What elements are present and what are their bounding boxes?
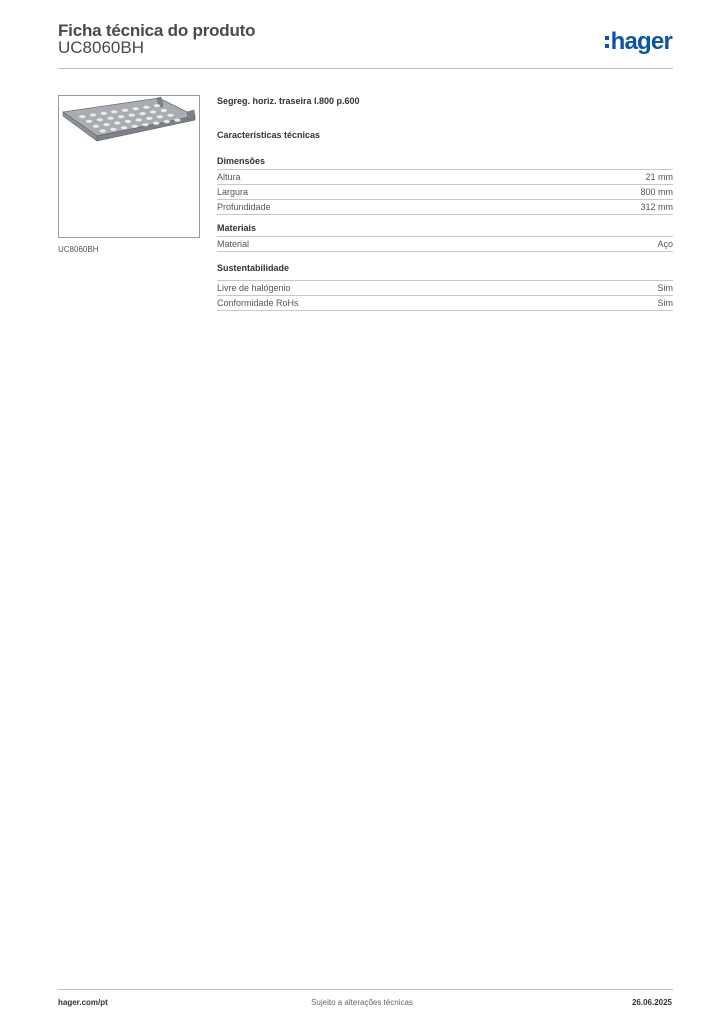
spec-row-height — [217, 170, 673, 185]
spec-group-title: Materiais — [217, 223, 257, 233]
spec-value: Sim — [657, 298, 673, 308]
footer-date: 26.06.2025 — [631, 998, 672, 1007]
tray-hole — [110, 128, 116, 131]
tray-hole — [111, 110, 117, 113]
tray-hole — [122, 109, 128, 112]
spec-value: 21 mm — [645, 172, 673, 182]
spec-label: Livre de halógenio — [217, 283, 291, 293]
tray-hole — [132, 125, 138, 128]
hager-logo[interactable] — [605, 28, 672, 56]
product-reference: UC8060BH — [58, 38, 144, 57]
spec-value: Sim — [657, 283, 673, 293]
tray-hole — [157, 115, 163, 118]
spec-group-title: Sustentabilidade — [217, 263, 290, 273]
tray-hole — [139, 112, 145, 115]
product-name: Segreg. horiz. traseira l.800 p.600 — [217, 96, 360, 106]
tray-hole — [129, 114, 135, 117]
spec-label: Conformidade RoHs — [217, 298, 299, 308]
logo-text: hager — [610, 28, 672, 55]
tray-hole — [114, 121, 120, 124]
tray-hole — [161, 109, 167, 112]
spec-group-title: Dimensões — [217, 156, 266, 166]
tray-hole — [142, 123, 148, 126]
spec-value: Aço — [657, 239, 673, 249]
spec-value: 800 mm — [640, 187, 673, 197]
tray-hole — [135, 118, 141, 121]
footer-website-link[interactable]: hager.com/pt — [58, 998, 108, 1007]
spec-row-width — [217, 185, 673, 200]
spec-group-sustainability — [217, 263, 673, 311]
footer-divider — [58, 989, 673, 990]
spec-label: Largura — [217, 187, 249, 197]
specs-title: Características técnicas — [217, 130, 321, 140]
tray-illustration — [59, 96, 199, 237]
spec-group-materials — [217, 223, 673, 252]
tray-hole — [101, 112, 107, 115]
spec-row-halogen-free — [217, 281, 673, 296]
tray-hole — [121, 126, 127, 129]
footer-disclaimer: Sujeito a alterações técnicas — [311, 998, 413, 1007]
header-divider — [58, 68, 673, 69]
spec-row-material — [217, 237, 673, 252]
tray-hole — [125, 120, 131, 123]
spec-value: 312 mm — [640, 202, 673, 212]
tray-hole — [153, 122, 159, 125]
spec-label: Altura — [217, 172, 241, 182]
tray-hole — [167, 114, 173, 117]
image-caption: UC8060BH — [58, 245, 99, 254]
tray-hole — [97, 118, 103, 121]
product-image — [58, 95, 200, 238]
tray-hole — [143, 106, 149, 109]
tray-hole — [100, 129, 106, 132]
tray-hole — [133, 107, 139, 110]
tray-hole — [90, 113, 96, 116]
tray-hole — [164, 120, 170, 123]
tray-hole — [150, 110, 156, 113]
tray-hole — [154, 104, 160, 107]
tray-hole — [146, 117, 152, 120]
tray-hole — [86, 120, 92, 123]
spec-group-dimensions — [217, 156, 673, 215]
spec-row-depth — [217, 200, 673, 215]
page-title: Ficha técnica do produto — [58, 21, 256, 40]
spec-label: Material — [217, 239, 250, 249]
tray-hole — [79, 115, 85, 118]
spec-label: Profundidade — [217, 202, 271, 212]
tray-hole — [103, 123, 109, 126]
tray-hole — [174, 119, 180, 122]
tray-hole — [93, 125, 99, 128]
tray-hole — [107, 117, 113, 120]
tray-hole — [118, 115, 124, 118]
spec-row-rohs — [217, 296, 673, 311]
logo-dots-icon — [605, 34, 609, 50]
